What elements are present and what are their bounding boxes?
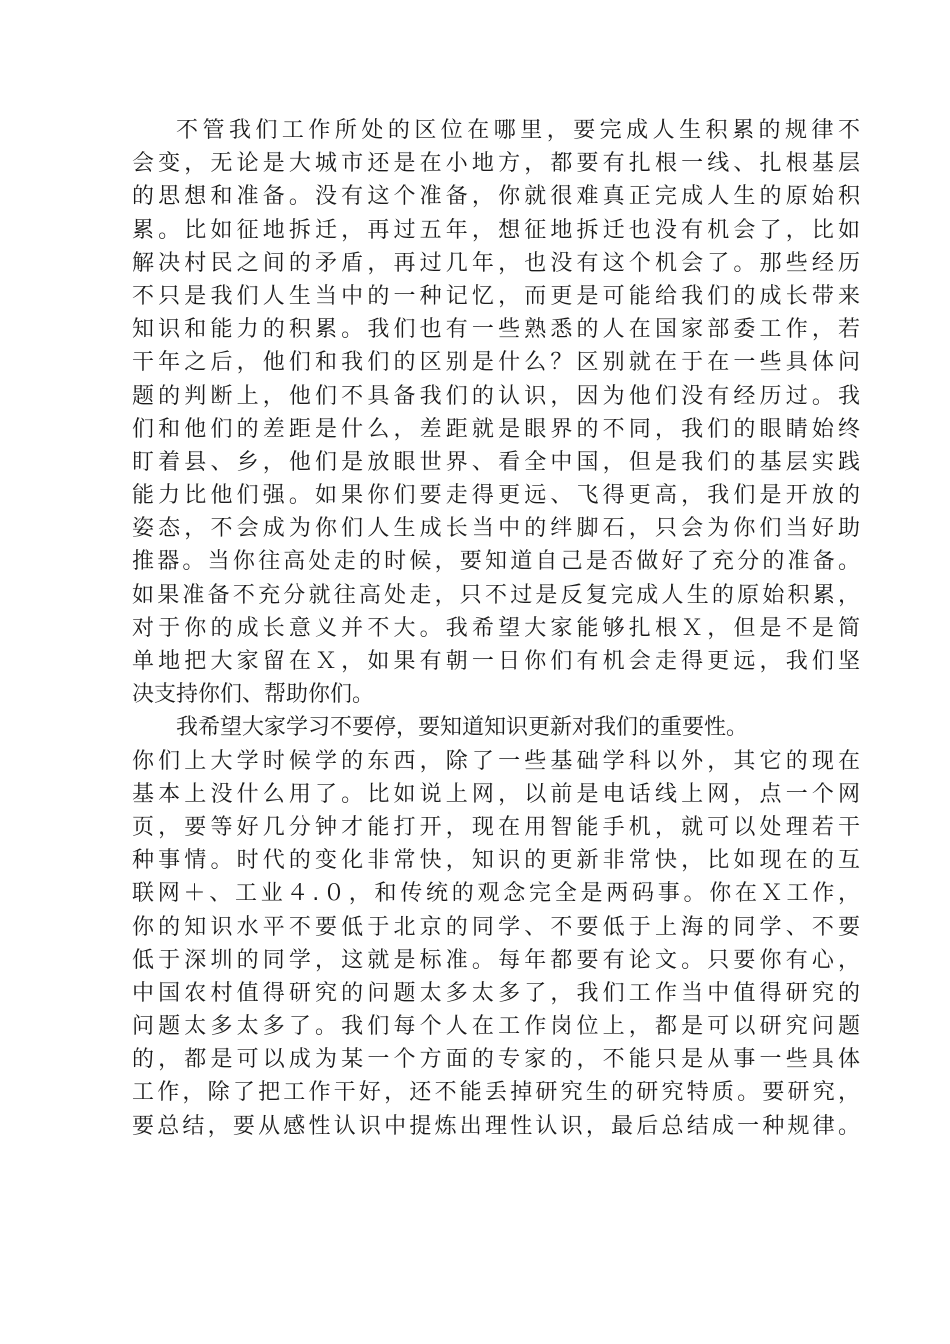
paragraph-line: 种事情。时代的变化非常快，知识的更新非常快，比如现在的互 — [132, 848, 860, 874]
paragraph-line: 能力比他们强。如果你们要走得更远、飞得更高，我们是开放的 — [132, 483, 860, 509]
paragraph-line: 低于深圳的同学，这就是标准。每年都要有论文。只要你有心， — [132, 947, 860, 973]
paragraph-line: 单地把大家留在Ｘ，如果有朝一日你们有机会走得更远，我们坚 — [132, 649, 860, 674]
paragraph-line: 们和他们的差距是什么，差距就是眼界的不同，我们的眼睛始终 — [132, 416, 860, 442]
paragraph-line: 累。比如征地拆迁，再过五年，想征地拆迁也没有机会了，比如 — [132, 217, 860, 243]
paragraph-line: 会变，无论是大城市还是在小地方，都要有扎根一线、扎根基层 — [132, 151, 860, 177]
paragraph-line: 干年之后，他们和我们的区别是什么？区别就在于在一些具体问 — [132, 350, 860, 376]
paragraph-line: 联网＋、工业４.０，和传统的观念完全是两码事。你在Ｘ工作， — [132, 881, 860, 907]
paragraph-line: 基本上没什么用了。比如说上网，以前是电话线上网，点一个网 — [132, 781, 860, 807]
paragraph-line: 如果准备不充分就往高处走，只不过是反复完成人生的原始积累， — [132, 582, 860, 608]
paragraph-line: 你们上大学时候学的东西，除了一些基础学科以外，其它的现在 — [132, 748, 860, 774]
paragraph-line: 不管我们工作所处的区位在哪里，要完成人生积累的规律不 — [176, 118, 860, 143]
paragraph-line: 不只是我们人生当中的一种记忆，而更是可能给我们的成长带来 — [132, 283, 860, 309]
paragraph-line: 页，要等好几分钟才能打开，现在用智能手机，就可以处理若干 — [132, 814, 860, 840]
paragraph-line: 我希望大家学习不要停，要知道知识更新对我们的重要性。 — [176, 715, 749, 741]
paragraph-line: 姿态，不会成为你们人生成长当中的绊脚石，只会为你们当好助 — [132, 516, 860, 542]
document-body — [132, 114, 860, 1143]
paragraph-line: 工作，除了把工作干好，还不能丢掉研究生的研究特质。要研究， — [132, 1080, 860, 1106]
paragraph-line: 知识和能力的积累。我们也有一些熟悉的人在国家部委工作，若 — [132, 317, 860, 343]
paragraph-line: 盯着县、乡，他们是放眼世界、看全中国，但是我们的基层实践 — [132, 449, 860, 475]
paragraph-line: 题的判断上，他们不具备我们的认识，因为他们没有经历过。我 — [132, 383, 860, 409]
paragraph-line: 的思想和准备。没有这个准备，你就很难真正完成人生的原始积 — [132, 184, 860, 210]
paragraph-line: 解决村民之间的矛盾，再过几年，也没有这个机会了。那些经历 — [132, 250, 860, 276]
paragraph-line: 问题太多太多了。我们每个人在工作岗位上，都是可以研究问题 — [132, 1014, 860, 1040]
paragraph-line: 中国农村值得研究的问题太多太多了，我们工作当中值得研究的 — [132, 980, 860, 1006]
paragraph-line: 的，都是可以成为某一个方面的专家的，不能只是从事一些具体 — [132, 1047, 860, 1073]
paragraph-line: 对于你的成长意义并不大。我希望大家能够扎根Ｘ，但是不是简 — [132, 615, 860, 641]
paragraph-line: 你的知识水平不要低于北京的同学、不要低于上海的同学、不要 — [132, 914, 860, 940]
paragraph-1 — [132, 114, 860, 711]
paragraph-line: 推器。当你往高处走的时候，要知道自己是否做好了充分的准备。 — [132, 549, 860, 575]
paragraph-line: 要总结，要从感性认识中提炼出理性认识，最后总结成一种规律。 — [132, 1113, 860, 1139]
paragraph-line: 决支持你们、帮助你们。 — [132, 682, 375, 708]
paragraph-2 — [132, 711, 860, 1142]
